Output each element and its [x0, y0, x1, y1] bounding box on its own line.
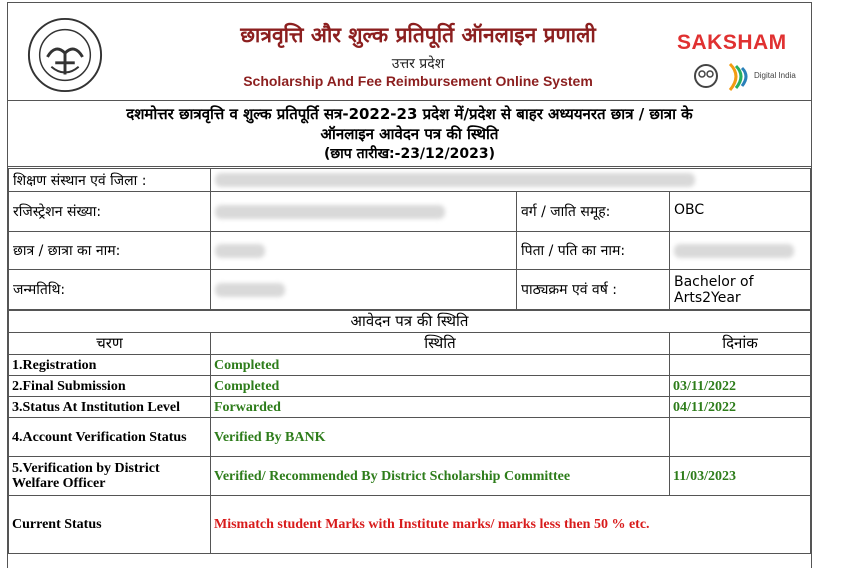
status-cell: Completed	[211, 376, 670, 397]
course-value: Bachelor of Arts2Year	[670, 270, 811, 310]
application-status-table	[8, 310, 811, 554]
redacted-institution	[215, 173, 695, 187]
institution-label: शिक्षण संस्थान एवं जिला :	[9, 169, 211, 192]
stage-cell: 4.Account Verification Status	[9, 418, 211, 457]
redacted-student-name	[215, 244, 265, 258]
date-cell: 03/11/2022	[670, 376, 811, 397]
father-name-value	[670, 232, 811, 270]
status-row	[9, 355, 811, 376]
up-govt-emblem-icon	[26, 16, 104, 94]
stage-cell: 3.Status At Institution Level	[9, 397, 211, 418]
status-row	[9, 376, 811, 397]
status-row	[9, 397, 811, 418]
status-row	[9, 418, 811, 457]
date-cell	[670, 355, 811, 376]
student-info-table	[8, 168, 811, 310]
date-cell: 04/11/2022	[670, 397, 811, 418]
column-header-status: स्थिति	[211, 333, 670, 355]
saksham-logo: SAKSHAM	[677, 31, 787, 54]
portal-title-hindi: छात्रवृत्ति और शुल्क प्रतिपूर्ति ऑनलाइन प्रणाली	[240, 23, 596, 47]
date-cell	[670, 418, 811, 457]
date-cell: 11/03/2023	[670, 457, 811, 496]
page-header	[8, 3, 811, 101]
redacted-registration	[215, 205, 445, 219]
current-status-value: Mismatch student Marks with Institute marks/ marks less then 50 % etc.	[211, 496, 811, 554]
digital-india-text: Digital India	[754, 71, 796, 80]
status-section-title: आवेदन पत्र की स्थिति	[9, 311, 811, 333]
dob-label: जन्मतिथि:	[9, 270, 211, 310]
heading-line-1: दशमोत्तर छात्रवृत्ति व शुल्क प्रतिपूर्ति सत्र-2022-23 प्रदेश में/प्रदेश से बाहर अध्ययनरत छात्र / छात्रा के	[126, 105, 693, 123]
dob-value	[211, 270, 517, 310]
status-cell: Verified By BANK	[211, 418, 670, 457]
student-name-value	[211, 232, 517, 270]
category-label: वर्ग / जाति समूह:	[517, 192, 670, 232]
current-status-row	[9, 496, 811, 554]
redacted-father-name	[674, 244, 794, 258]
category-value: OBC	[670, 192, 811, 232]
stage-cell: 5.Verification by District Welfare Officer	[9, 457, 211, 496]
registration-label: रजिस्ट्रेशन संख्या:	[9, 192, 211, 232]
redacted-dob	[215, 283, 285, 297]
current-status-label: Current Status	[9, 496, 211, 554]
print-date: (छाप तारीख:-23/12/2023)	[323, 146, 496, 162]
portal-title-english: Scholarship And Fee Reimbursement Online System	[243, 73, 593, 89]
column-header-stage: चरण	[9, 333, 211, 355]
status-row	[9, 457, 811, 496]
stage-cell: 2.Final Submission	[9, 376, 211, 397]
status-cell: Completed	[211, 355, 670, 376]
column-header-date: दिनांक	[670, 333, 811, 355]
student-name-label: छात्र / छात्रा का नाम:	[9, 232, 211, 270]
course-label: पाठ्यक्रम एवं वर्ष :	[517, 270, 670, 310]
stage-cell: 1.Registration	[9, 355, 211, 376]
digital-india-logo-icon	[690, 58, 800, 96]
state-name-hindi: उत्तर प्रदेश	[391, 56, 445, 72]
application-heading	[8, 101, 811, 167]
institution-value	[211, 169, 811, 192]
registration-value	[211, 192, 517, 232]
status-cell: Verified/ Recommended By District Scholarship Committee	[211, 457, 670, 496]
status-cell: Forwarded	[211, 397, 670, 418]
heading-line-2: ऑनलाइन आवेदन पत्र की स्थिति	[320, 125, 499, 143]
father-name-label: पिता / पति का नाम:	[517, 232, 670, 270]
